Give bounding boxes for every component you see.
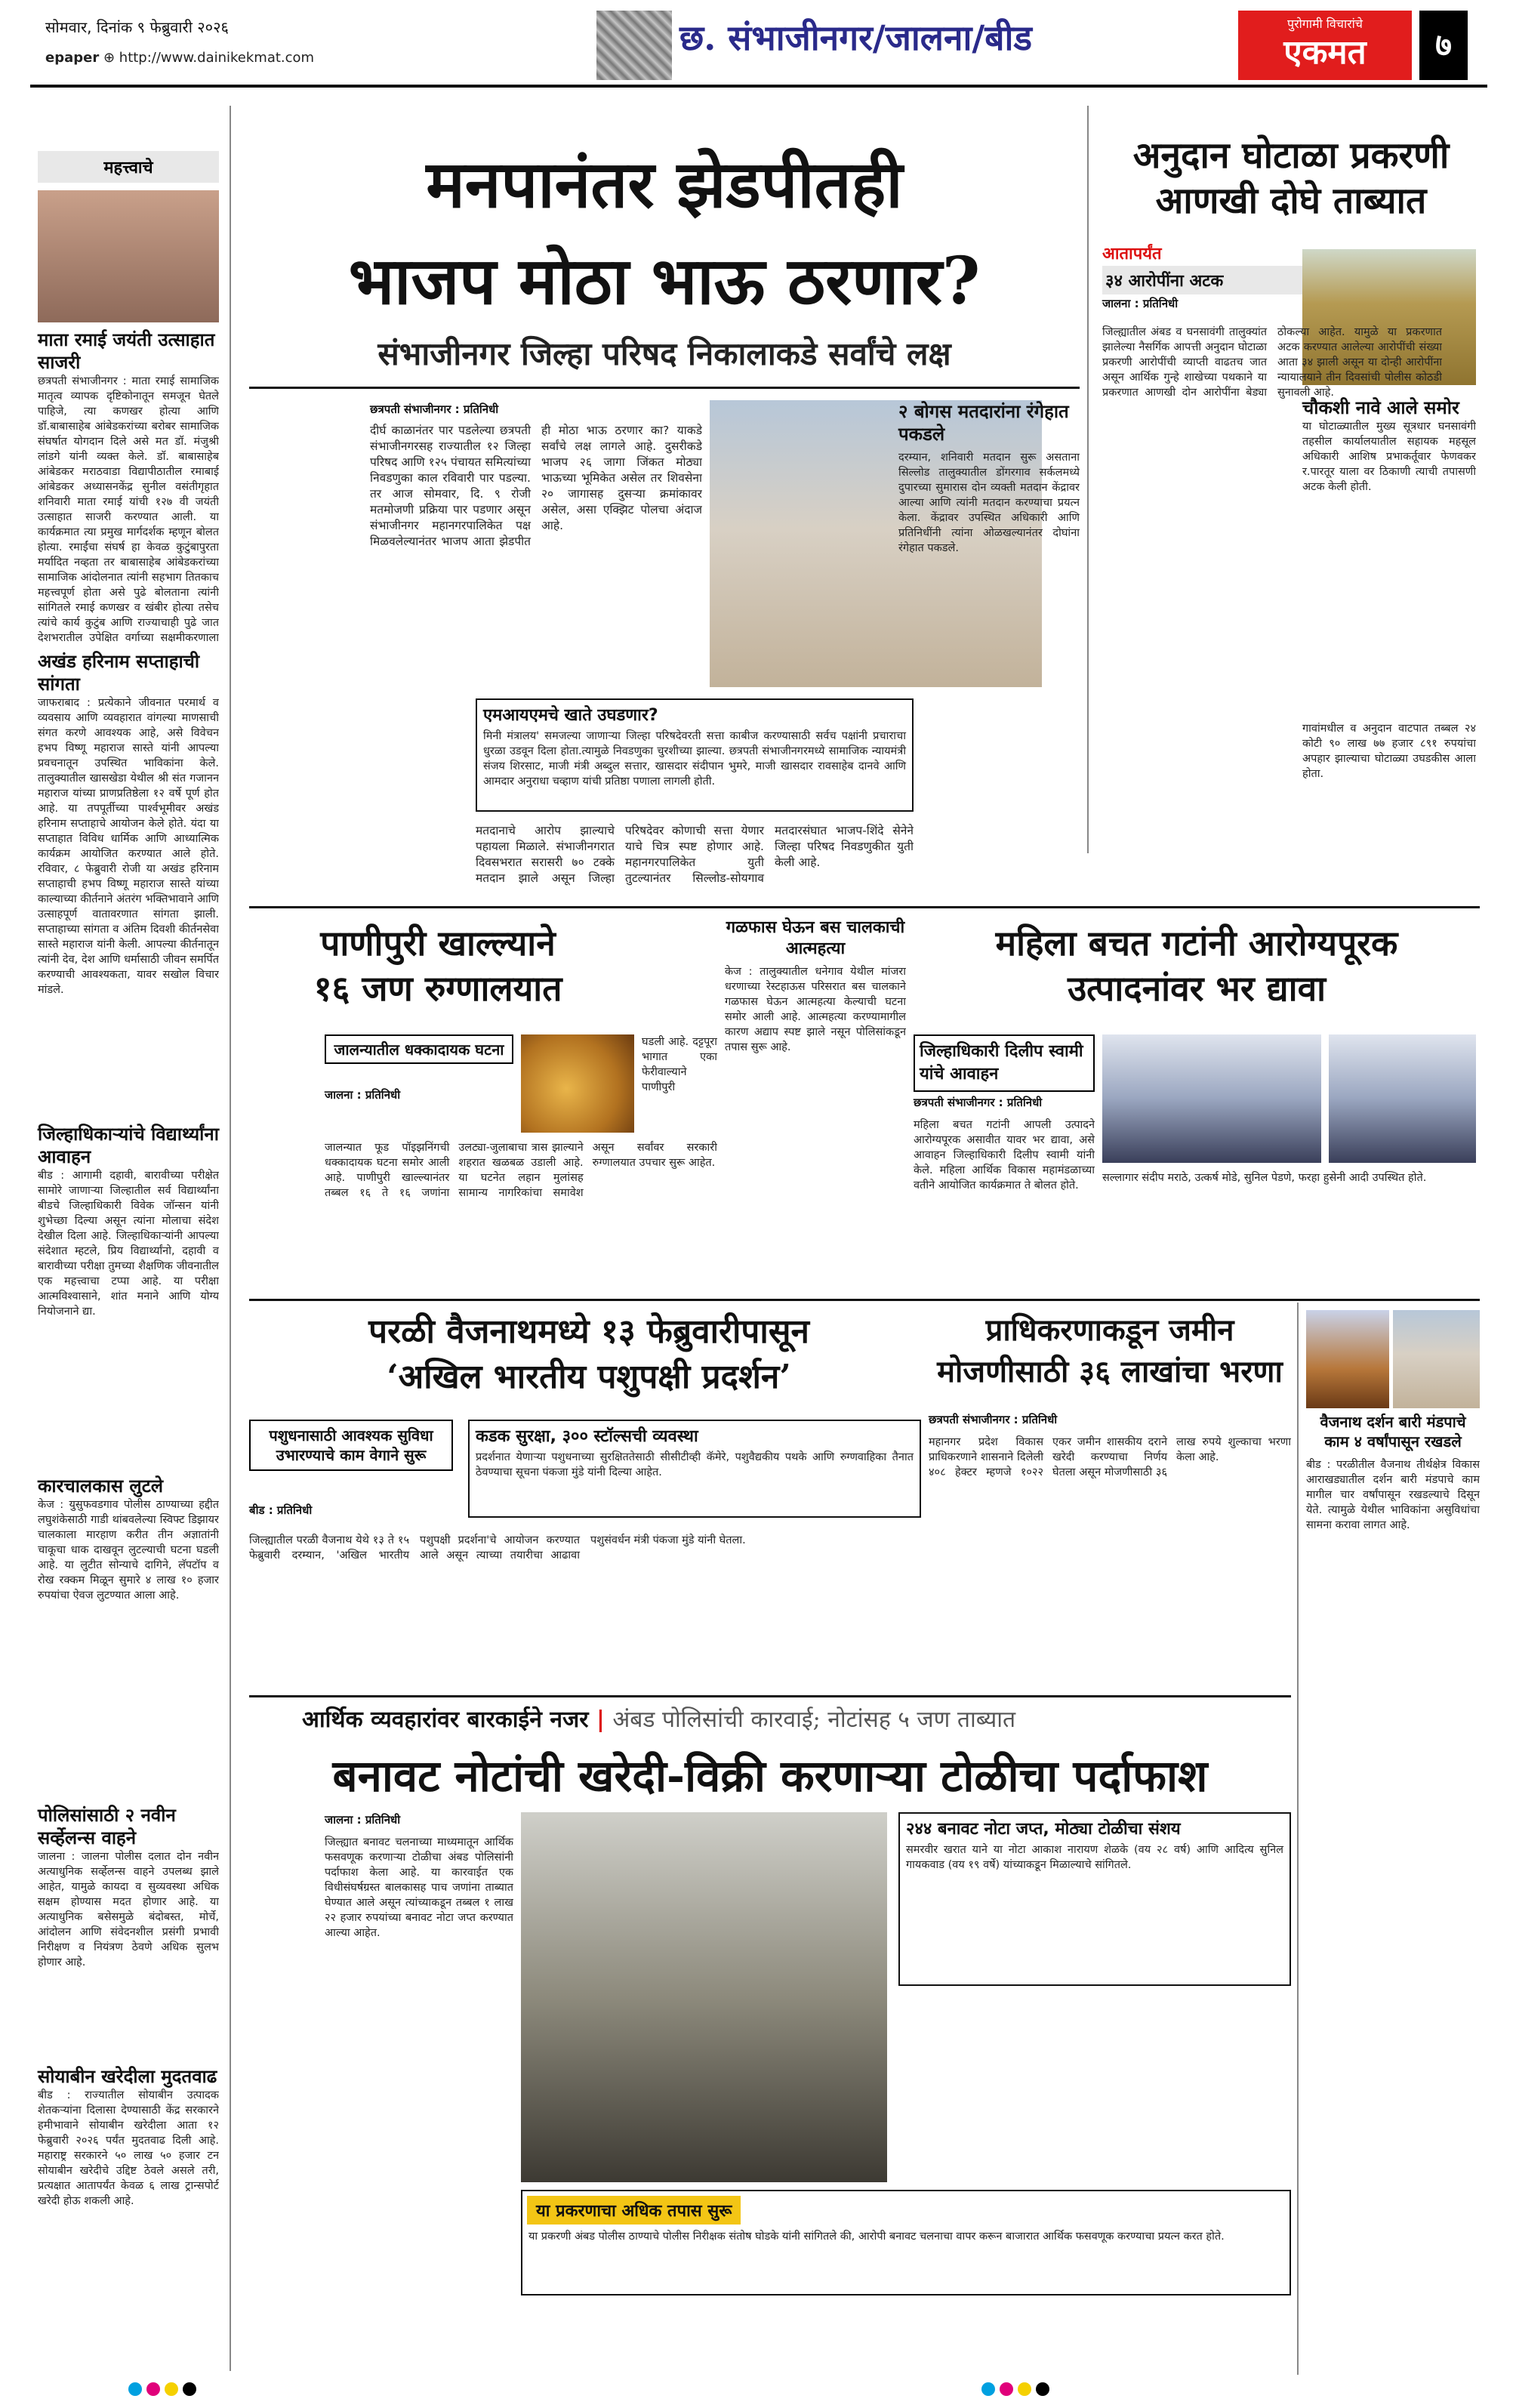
anudan-headline-1: अनुदान घोटाळा प्रकरणी — [1132, 134, 1450, 177]
arthik-byline: जालना : प्रतिनिधी — [325, 1813, 401, 1827]
lead-headline-2: भाजप मोठा भाऊ ठरणार? — [348, 243, 981, 319]
anudan-headline-2: आणखी दोघे ताब्यात — [1155, 180, 1427, 222]
parli-byline: बीड : प्रतिनिधी — [249, 1503, 313, 1517]
panipuri-headline-2: १६ जण रुग्णालयात — [313, 968, 562, 1009]
bogus-voters-story — [898, 400, 1080, 785]
story-heading: पोलिसांसाठी २ नवीन सर्व्हेलन्स वाहने — [38, 1805, 176, 1848]
inset-body: समरवीर खरात याने या नोटा आकाश नारायण शेळके (वय २८ वर्ष) आणि आदित्य सुनिल गायकवाड (वय १९ वर्षे) यांच्याकडून मिळाल्याचे सांगितले. — [906, 1844, 1283, 1871]
mahila-headline-2: उत्पादनांवर भर द्यावा — [1067, 968, 1326, 1009]
logo-tagline: पुरोगामी विचारांचे — [1287, 17, 1363, 31]
sidebar-heading: चौकशी नावे आले समोर — [1302, 397, 1459, 418]
mahila-headline-1: महिला बचत गटांनी आरोग्यपूरक — [995, 923, 1398, 964]
story-heading: गळफास घेऊन बस चालकाची आत्महत्या — [726, 918, 905, 958]
panipuri-caption: घडली आहे. दट्टपूरा भागात एका फेरीवाल्याने पाणीपुरी — [642, 1036, 717, 1093]
anudan-sidebar — [1302, 396, 1476, 714]
story-body: बीड : राज्यातील सोयाबीन उत्पादक शेतकऱ्यांना दिलासा देण्यासाठी केंद्र सरकारने हमीभावाने सोयाबीन खरेदीला आता १२ फेब्रुवारी २०२६ पर्यंत मुदतवाढ दिली आहे. महाराष्ट्र सरकारने ५० लाख ५० हजार टन सोयाबीन खरेदीचे उद्दिष्ट ठेवले असले तरी, प्रत्यक्षात आतापर्यंत केवळ ६ लाख ट्रान्सपोर्ट खरेदी होऊ शकली आहे. — [38, 2089, 219, 2207]
inset-body: प्रदर्शनात येणाऱ्या पशुधनाच्या सुरक्षिततेसाठी सीसीटीव्ही कॅमेरे, पशुवैद्यकीय पथके आणि रुग्णवाहिका तैनात ठेवण्याचा सूचना पंकजा मुंडे यांनी दिल्या आहेत. — [476, 1451, 914, 1478]
lead-body-2: मतदानाचे आरोप झाल्याचे पहायला मिळाले. संभाजीनगरात दिवसभरात सरासरी ७० टक्के मतदान झाले असून जिल्हा परिषदेवर कोणाची सत्ता येणार याचे चित्र स्पष्ट होणार आहे. महानगरपालिकेत युती तुटल्यानंतर सिल्लोड-सोयगाव मतदारसंघात भाजप-शिंदे सेनेने जिल्हा परिषद निवडणुकीत युती केली आहे. — [476, 824, 914, 885]
mahila-event-photo-2 — [1329, 1034, 1476, 1163]
panipuri-tag: जालन्यातील धक्कादायक घटना — [325, 1034, 513, 1064]
arthik-headline: बनावट नोटांची खरेदी-विक्री करणाऱ्या टोळीचा पर्दाफाश — [332, 1750, 1208, 1802]
masthead-logo — [1238, 11, 1412, 80]
column-rule — [1297, 1303, 1299, 2375]
section-rule — [249, 1695, 1291, 1697]
story-body: जालना : जालना पोलीस दलात दोन नवीन अत्याधुनिक सर्व्हेलन्स वाहने उपलब्ध झाले आहेत, यामुळे कायदा व सुव्यवस्था अधिक सक्षम होण्यास मदत होणार आहे. या अत्याधुनिक बसेसमुळे बंदोबस्त, मोर्चे, आंदोलन आणि संवेदनशील प्रसंगी प्रभावी निरीक्षण व नियंत्रण ठेवणे अधिक सुलभ होणार आहे. — [38, 1851, 219, 1969]
highlight-heading: या प्रकरणाचा अधिक तपास सुरू — [527, 2196, 741, 2225]
lead-inset-box — [476, 698, 914, 812]
hall-photo — [1393, 1310, 1480, 1408]
kicker-1: आर्थिक व्यवहारांवर बारकाईने नजर — [302, 1707, 589, 1733]
story-heading: अखंड हरिनाम सप्ताहाची सांगता — [38, 651, 200, 695]
sidebar-body: या घोटाळ्यातील मुख्य सूत्रधार घनसावंगी तहसील कार्यालयातील सहायक महसूल अधिकारी आशिष प्रभाकर्तूवार फेणवकर र.पारतूर याला वर ठिकाणी त्याची तपासणी अटक केली होती. — [1302, 421, 1476, 493]
page-number: ७ — [1419, 11, 1468, 80]
pradhikaran-headline-1: प्राधिकरणाकडून जमीन — [985, 1312, 1234, 1348]
story-heading: २ बोगस मतदारांना रंगेहात पकडले — [898, 401, 1069, 445]
lead-body-1: दीर्घ काळानंतर पार पडलेल्या छत्रपती संभाजीनगरसह राज्यातील १२ जिल्हा परिषद आणि १२५ पंचायत समित्यांच्या निवडणुका काल रविवारी पार पडल्या. तर आज सोमवार, दि. ९ रोजी मतमोजणी प्रक्रिया पार पडणार असून संभाजीनगर महानगरपालिकेत पक्ष मिळवलेल्यानंतर भाजप आता झेडपीत ही मोठा भाऊ ठरणार का? याकडे सर्वांचे लक्ष लागले आहे. दुसरीकडे भाजप २६ जागा जिंकत मोठ्या भाऊच्या भूमिकेत असेल तर शिवसेना २० जागासह दुसऱ्या क्रमांकावर असेल, असा एक्झिट पोलचा अंदाज आहे. — [370, 424, 702, 548]
anudan-byline: जालना : प्रतिनिधी — [1102, 297, 1179, 310]
header-city-thumbnail — [596, 11, 672, 80]
story-body: जाफराबाद : प्रत्येकाने जीवनात परमार्थ व व्यवसाय आणि व्यवहारात वांगल्या माणसाची संगत करणे आवश्यक आहे, असे विवेचन हभप विष्णू महाराज सास्ते यांनी आपल्या प्रवचनातून उपस्थित भाविकांना केले. तालुक्यातील खासखेडा येथील श्री संत गजानन महाराज यांच्या प्राणप्रतिष्ठेला १२ वर्षे पूर्ण होत आहे. या तपपूर्तीच्या पार्श्वभूमीवर अखंड हरिनाम सप्ताहाचे आयोजन केले होते. यंदा या सप्ताहात विविध धार्मिक आणि आध्यात्मिक कार्यक्रम आयोजित करण्यात आले होते. रविवार, ८ फेब्रुवारी रोजी या अखंड हरिनाम सप्ताहाची हभप विष्णू महाराज सास्ते यांच्या काल्याच्या कीर्तनाने अंतरंग भक्तिभावाने आणि उत्साहपूर्ण वातावरणात सांगता झाली. सप्ताहाच्या सांगता व अंतिम दिवशी कीर्तनसेवा सास्ते महाराज यांनी केली. आपल्या कीर्तनातून त्यांनी देव, देश आणि धर्मासाठी जीवन समर्पित करण्याची आवश्यकता, यावर सखोल विचार मांडले. — [38, 697, 219, 996]
parli-headline-2: ‘अखिल भारतीय पशुपक्षी प्रदर्शन’ — [387, 1358, 791, 1396]
rally-photo — [38, 190, 219, 322]
anudan-body: जिल्ह्यातील अंबड व घनसावंगी तालुक्यांत झालेल्या नैसर्गिक आपत्ती अनुदान घोटाळा प्रकरणी आरोपींची व्याप्ती वाढतच जात असून आर्थिक गुन्हे शाखेच्या पथकाने या प्रकरणात आणखी दोन आरोपींना बेड्या ठोकल्या आहेत. यामुळे या प्रकरणात अटक करण्यात आलेल्या आरोपींची संख्या आता ३४ झाली असून या दोन्ही आरोपींना न्यायालयाने तीन दिवसांची पोलीस कोठडी सुनावली आहे. — [1102, 326, 1442, 399]
column-rule — [1087, 106, 1089, 853]
bus-driver-story — [725, 917, 906, 1280]
lead-subheadline: संभाजीनगर जिल्हा परिषद निकालाकडे सर्वांचे लक्ष — [377, 335, 951, 372]
header-url[interactable] — [45, 50, 314, 66]
story-heading: कारचालकास लुटले — [38, 1475, 164, 1497]
section-rule — [249, 906, 1480, 908]
story-heading: माता रमाई जयंती उत्साहात साजरी — [38, 329, 215, 373]
mahila-byline: छत्रपती संभाजीनगर : प्रतिनिधी — [914, 1096, 1043, 1109]
story-body: केज : युसुफवडगाव पोलीस ठाण्याच्या हद्दीत लघुशंकेसाठी गाडी थांबवलेल्या स्विफ्ट डिझायर चालकाला मारहाण करीत तीन अज्ञातांनी चाकूचा धाक दाखवून लुटल्याची घटना घडली आहे. या लुटीत सोन्याचे दागिने, लॅपटॉप व रोख रक्कम मिळून सुमारे ४ लाख १० हजार रुपयांचा ऐवज लुटण्यात आला आहे. — [38, 1499, 219, 1602]
kicker-2: अंबड पोलिसांची कारवाई; नोटांसह ५ जण ताब्यात — [612, 1707, 1016, 1733]
header-rule — [30, 85, 1487, 88]
story-body: केज : तालुक्यातील धनेगाव येथील मांजरा धरणाच्या रेस्टहाऊस परिसरात बस चालकाने गळफास घेऊन आत्महत्या केल्याची घटना समोर आली आहे. आत्महत्या करण्यामागील कारण अद्याप स्पष्ट झाले नसून पोलिसांकडून तपास सुरू आहे. — [725, 966, 906, 1053]
inset-heading: २४४ बनावट नोटा जप्त, मोठ्या टोळीचा संशय — [906, 1820, 1181, 1839]
panipuri-byline: जालना : प्रतिनिधी — [325, 1088, 401, 1102]
left-column — [38, 151, 219, 2239]
mahila-tag: जिल्हाधिकारी दिलीप स्वामी यांचे आवाहन — [914, 1034, 1095, 1092]
parli-inset-box — [468, 1420, 921, 1518]
inset-heading: एमआयएमचे खाते उघडणार? — [483, 706, 658, 725]
lead-byline: छत्रपती संभाजीनगर : प्रतिनिधी — [370, 402, 499, 416]
kicker-divider: | — [596, 1707, 613, 1733]
registration-dots-left — [128, 2382, 201, 2399]
panipuri-headline-1: पाणीपुरी खाल्ल्याने — [320, 923, 556, 964]
header-city: छ. संभाजीनगर/जालना/बीड — [679, 17, 1032, 58]
parli-headline-1: परळी वैजनाथमध्ये १३ फेब्रुवारीपासून — [368, 1312, 809, 1351]
registration-dots-right — [981, 2382, 1054, 2399]
story-body: दरम्यान, शनिवारी मतदान सुरू असताना सिल्लोड तालुक्यातील डोंगरगाव सर्कलमध्ये दुपारच्या सुमारास दोन व्यक्ती मतदान केंद्रावर आल्या आणि त्यांनी मतदान करण्याचा प्रयत्न केला. केंद्रावर उपस्थित अधिकारी आणि प्रतिनिधींनी त्यांना ओळखल्यानंतर दोघांना रंगेहात पकडले. — [898, 452, 1080, 554]
vaijnath-heading: वैजनाथ दर्शन बारी मंडपाचे काम ४ वर्षांपासून रखडले — [1320, 1413, 1466, 1451]
story-heading: सोयाबीन खरेदीला मुदतवाढ — [38, 2066, 217, 2087]
story-body: छत्रपती संभाजीनगर : माता रमाई सामाजिक मातृत्व व्यापक दृष्टिकोनातून समजून घेतले पाहिजे, त्या कणखर होत्या आणि डॉ.बाबासाहेब आंबेडकरांच्या बरोबर सामाजिक संघर्षात योगदान दिले असे मत डॉ. मंजुश्री लांडगे यांनी व्यक्त केले. डॉ. बाबासाहेब आंबेडकर मराठवाडा विद्यापीठातील रमाबाई आंबेडकर अध्यासनकेंद्र सुनील वसंतीगृहात शनिवारी माता रमाई यांची १२७ वी जयंती उत्साहात साजरी करण्यात आली. या कार्यक्रमात त्या प्रमुख मार्गदर्शक म्हणून बोलत होत्या. रमाईंचा संघर्ष हा केवळ कुटुंबापुरता मर्यादित नव्हता तर बाबासाहेब आंबेडकरांच्या सामाजिक आंदोलनात त्यांनी सहभाग तितकाच महत्त्वपूर्ण होता असे पुढे बोलताना त्यांनी सांगितले रमाई कणखर व खंबीर होत्या तसेच त्यांचे कार्य कुटुंब आणि राज्याचाही पुढे जात देशभरातील उपेक्षित वर्गाच्या सक्षमीकरणाला — [38, 375, 219, 644]
parli-body: जिल्ह्यातील परळी वैजनाथ येथे १३ ते १५ फेब्रुवारी दरम्यान, 'अखिल भारतीय पशुपक्षी प्रदर्शना'चे आयोजन करण्यात आले असून त्याच्या तयारीचा आढावा पशुसंवर्धन मंत्री पंकजा मुंडे यांनी घेतला. — [249, 1534, 746, 1562]
epaper-label: epaper — [45, 50, 100, 66]
inset-heading: कडक सुरक्षा, ३०० स्टॉल्सची व्यवस्था — [476, 1427, 698, 1446]
arrested-gang-photo — [521, 1812, 887, 2182]
mahila-caption: सल्लागार संदीप मराठे, उत्कर्ष मोडे, सुनिल पेडणे, फरहा हुसेनी आदी उपस्थित होते. — [1102, 1172, 1427, 1184]
anudan-tag: आतापर्यंत — [1102, 245, 1162, 264]
anudan-body-2: गावांमधील व अनुदान वाटपात तब्बल २४ कोटी ९० लाख ७७ हजार ८९१ रुपयांचा अपहार झाल्याचा घोटाळ्या उघडकीस आला होता. — [1302, 723, 1476, 780]
temple-photo — [1306, 1310, 1389, 1408]
column-rule — [230, 106, 231, 2371]
highlight-body: या प्रकरणी अंबड पोलीस ठाण्याचे पोलीस निरीक्षक संतोष घोडके यांनी सांगितले की, आरोपी बनावट चलनाचा वापर करून बाजारात आर्थिक फसवणूक करण्याचा प्रयत्न करत होते. — [528, 2231, 1225, 2243]
section-rule — [249, 1299, 1480, 1301]
story-body: बीड : आगामी दहावी, बारावीच्या परीक्षेत सामोरे जाणाऱ्या जिल्हातील सर्व विद्यार्थ्यांना बीडचे जिल्हाधिकारी विवेक जॉन्सन यांनी शुभेच्छा दिल्या असून त्यांना मोलाचा संदेश देखील दिला आहे. जिल्हाधिकाऱ्यांनी आपल्या संदेशात म्हटले, प्रिय विद्यार्थ्यांनो, दहावी व बारावीच्या परीक्षा तुमच्या शैक्षणिक जीवनातील एक महत्त्वाचा टप्पा आहे. या परीक्षा आत्मविश्वासाने, शांत मनाने आणि योग्य नियोजनाने द्या. — [38, 1170, 219, 1318]
vaijnath-body: बीड : परळीतील वैजनाथ तीर्थक्षेत्र विकास आराखड्यातील दर्शन बारी मंडपाचे काम मागील चार वर्षांपासून रखडल्याचे दिसून येते. त्यामुळे येथील भाविकांना असुविधांचा सामना करावा लागत आहे. — [1306, 1459, 1480, 1531]
pradhikaran-byline: छत्रपती संभाजीनगर : प्रतिनिधी — [929, 1413, 1058, 1426]
logo-name: एकमत — [1283, 33, 1367, 72]
arthik-kicker-line — [302, 1703, 1283, 1734]
arthik-inset-box — [898, 1812, 1291, 1986]
mahila-event-photo-1 — [1102, 1034, 1321, 1163]
arthik-highlight-box — [521, 2190, 1291, 2295]
pradhikaran-headline-2: मोजणीसाठी ३६ लाखांचा भरणा — [937, 1354, 1283, 1389]
header-date: सोमवार, दिनांक ९ फेब्रुवारी २०२६ — [45, 18, 229, 36]
panipuri-body: जालन्यात फूड पॉइझनिंगची धक्कादायक घटना समोर आली आहे. पाणीपुरी खाल्ल्यानंतर तब्बल १६ ते १६ जणांना उलट्या-जुलाबाचा त्रास झाल्याने शहरात खळबळ उडाली आहे. या घटनेत लहान मुलांसह सामान्य नागरिकांचा समावेश असून सर्वांवर सरकारी रुग्णालयात उपचार सुरू आहेत. — [325, 1142, 717, 1199]
parli-tag: पशुधनासाठी आवश्यक सुविधा उभारण्याचे काम वेगाने सुरू — [249, 1420, 453, 1471]
pradhikaran-body: महानगर प्रदेश विकास प्राधिकरणाने शासनाने दिलेली ४०८ हेक्टर म्हणजे १०२२ एकर जमीन शासकीय दराने खरेदी करण्याचा निर्णय घेतला असून मोजणीसाठी ३६ लाख रुपये शुल्काचा भरणा केला आहे. — [929, 1436, 1291, 1478]
panipuri-photo — [521, 1034, 634, 1133]
lead-headline-1: मनपानंतर झेडपीतही — [426, 146, 903, 223]
story-heading: जिल्हाधिकाऱ्यांचे विद्यार्थ्यांना आवाहन — [38, 1124, 219, 1167]
inset-body: मिनी मंत्रालय' समजल्या जाणाऱ्या जिल्हा परिषदेवरती सत्ता काबीज करण्यासाठी सर्वच पक्षांनी प्रचाराचा धुरळा उडवून दिला होता.त्यामुळे निवडणुका चुरशीच्या झाल्या. छत्रपती संभाजीनगरमध्ये सामाजिक न्यायमंत्री संजय शिरसाट, माजी मंत्री अब्दुल सत्तार, खासदार संदीपान भुमरे, माजी खासदार रावसाहेब दानवे आणि आमदार अनुराधा चव्हाण यांची प्रतिष्ठा पणाला लागली होती. — [483, 730, 906, 788]
mahila-body: महिला बचत गटांनी आपली उत्पादने आरोग्यपूरक असावीत यावर भर द्यावा, असे आवाहन जिल्हाधिकारी दिलीप स्वामी यांनी केले. महिला आर्थिक विकास महामंडळाच्या वतीने आयोजित कार्यक्रमात ते बोलत होते. — [914, 1119, 1095, 1192]
site-url[interactable]: http://www.dainikekmat.com — [119, 50, 315, 66]
arthik-body: जिल्ह्यात बनावट चलनाच्या माध्यमातून आर्थिक फसवणूक करणाऱ्या टोळीचा अंबड पोलिसांनी पर्दाफाश केला आहे. या कारवाईत एक विधीसंघर्षग्रस्त बालकासह पाच जणांना ताब्यात घेण्यात आले असून त्यांच्याकडून तब्बल १ लाख २२ हजार रुपयांच्या बनावट नोटा जप्त करण्यात आल्या आहेत. — [325, 1836, 513, 1939]
section-title: महत्त्वाचे — [38, 151, 219, 183]
anudan-tag-2: ३४ आरोपींना अटक — [1102, 266, 1306, 294]
lead-rule — [249, 387, 1080, 389]
globe-icon: ⊕ — [103, 50, 116, 66]
